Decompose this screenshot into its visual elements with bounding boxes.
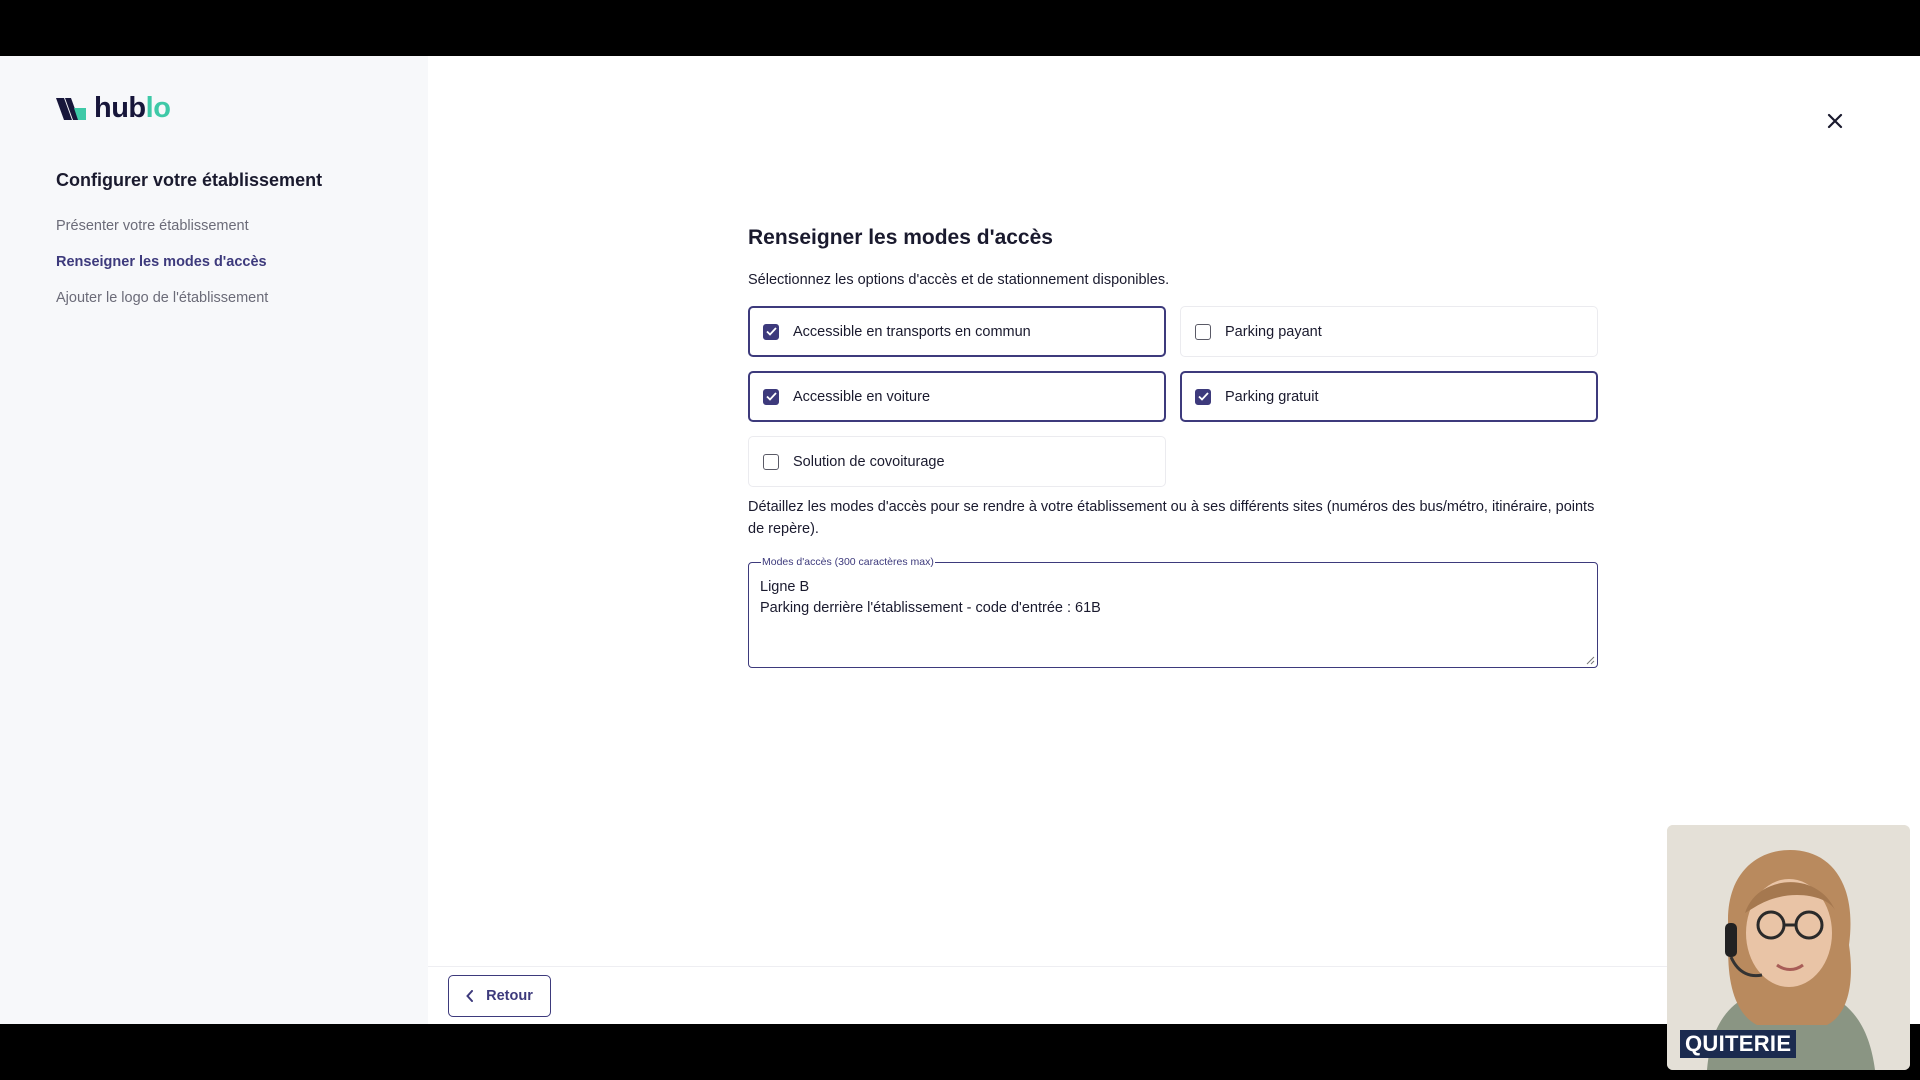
- sidebar-title: Configurer votre établissement: [56, 170, 323, 190]
- video-letterbox-bottom: [0, 1024, 1920, 1080]
- footer-divider: [428, 966, 1670, 967]
- option-label: Parking gratuit: [1225, 388, 1319, 405]
- check-icon: [766, 392, 777, 401]
- option-label: Parking payant: [1225, 323, 1322, 340]
- option-transports-en-commun[interactable]: [748, 306, 1166, 357]
- presenter-name-tag: QUITERIE: [1680, 1030, 1796, 1058]
- check-icon: [1198, 392, 1209, 401]
- option-label: Accessible en transports en commun: [793, 323, 1031, 340]
- access-options-grid: [748, 306, 1598, 496]
- textarea-value[interactable]: Ligne B Parking derrière l'établissement - code d'entrée : 61B: [760, 579, 1101, 616]
- option-covoiturage[interactable]: [748, 436, 1166, 487]
- resize-handle-icon[interactable]: [1585, 655, 1595, 665]
- sidebar-item-presenter[interactable]: Présenter votre établissement: [56, 218, 249, 234]
- sidebar-item-modes-acces[interactable]: Renseigner les modes d'accès: [56, 254, 267, 270]
- checkbox[interactable]: [1195, 324, 1211, 340]
- textarea-label: Modes d'accès (300 caractères max): [762, 556, 934, 568]
- webcam-overlay: [1667, 825, 1910, 1070]
- video-letterbox-top: [0, 0, 1920, 56]
- close-icon: [1827, 113, 1843, 129]
- close-button[interactable]: [1820, 106, 1850, 136]
- chevron-left-icon: [466, 990, 474, 1002]
- options-intro: Sélectionnez les options d'accès et de stationnement disponibles.: [748, 272, 1170, 288]
- checkbox[interactable]: [763, 324, 779, 340]
- hublo-logo: [56, 92, 170, 125]
- logo-text: [94, 92, 170, 125]
- app-window: [0, 56, 1920, 1024]
- page-title: Renseigner les modes d'accès: [748, 226, 1053, 249]
- option-parking-gratuit[interactable]: [1180, 371, 1598, 422]
- option-parking-payant[interactable]: [1180, 306, 1598, 357]
- checkbox[interactable]: [1195, 389, 1211, 405]
- option-label: Solution de covoiturage: [793, 453, 945, 470]
- access-modes-textarea[interactable]: [748, 556, 1598, 668]
- option-voiture[interactable]: [748, 371, 1166, 422]
- option-label: Accessible en voiture: [793, 388, 931, 405]
- back-button[interactable]: [448, 975, 551, 1017]
- hublo-logo-mark-icon: [56, 96, 86, 122]
- sidebar-nav: [56, 216, 268, 324]
- back-button-label: Retour: [486, 988, 533, 1004]
- checkbox[interactable]: [763, 389, 779, 405]
- main-content: [748, 226, 1598, 668]
- logo-text-accent: lo: [145, 92, 171, 124]
- sidebar: [0, 56, 428, 1024]
- sidebar-item-logo[interactable]: Ajouter le logo de l'établissement: [56, 290, 269, 306]
- checkbox[interactable]: [763, 454, 779, 470]
- details-instructions: Détaillez les modes d'accès pour se rendre à votre établissement ou à ses différents sites (numéros des bus/métro, itinéraire, points de repère).: [748, 499, 1595, 537]
- logo-text-main: hub: [94, 92, 146, 124]
- check-icon: [766, 327, 777, 336]
